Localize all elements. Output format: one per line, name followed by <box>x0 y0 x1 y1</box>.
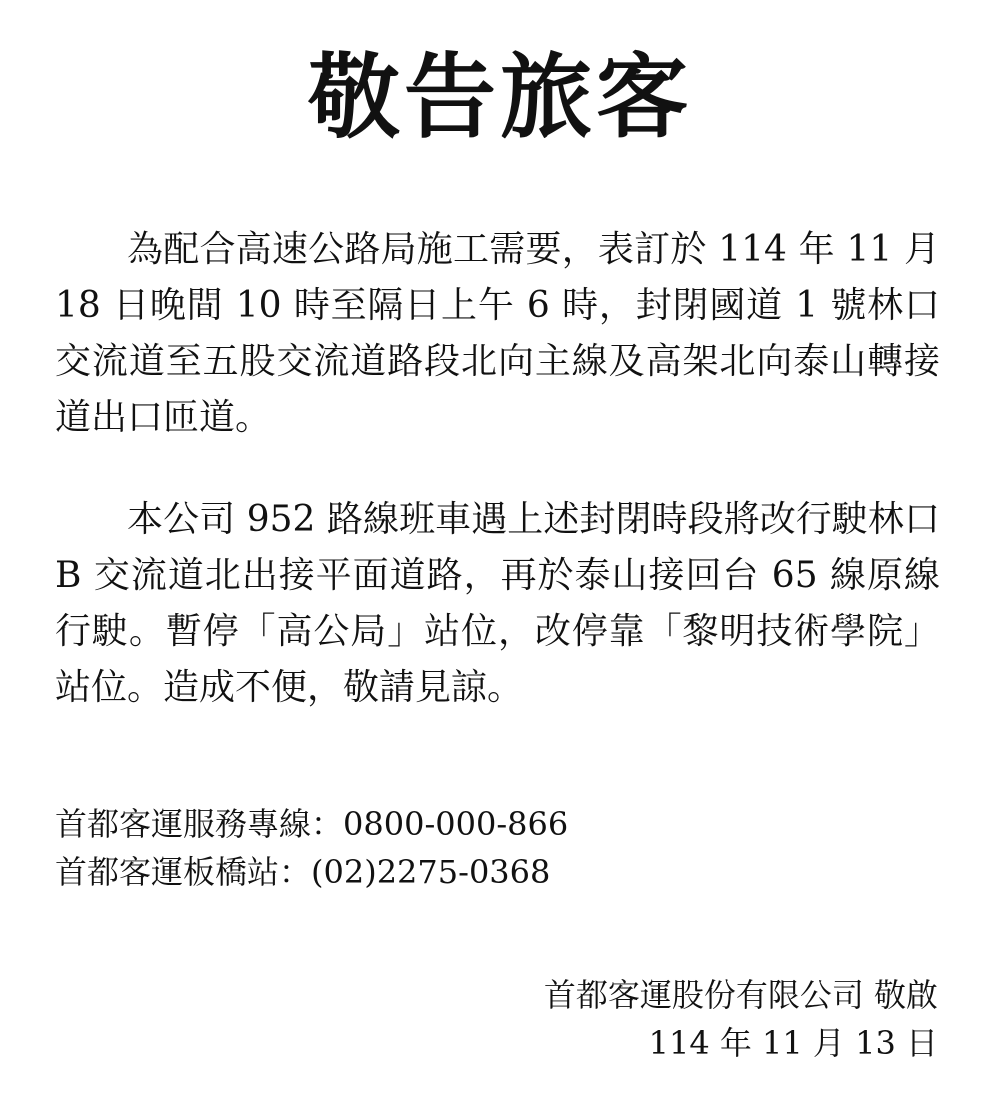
contact-hotline: 首都客運服務專線：0800-000-866 <box>55 805 569 843</box>
contact-banqiao-station: 首都客運板橋站：(02)2275-0368 <box>55 853 551 891</box>
signature: 首都客運股份有限公司 敬啟 <box>543 976 938 1014</box>
notice-title: 敬告旅客 <box>307 43 692 151</box>
notice-paragraph-detour: 本公司 952 路線班車遇上述封閉時段將改行駛林口 B 交流道北出接平面道路，再於泰山接回台 65 線原線行駛。暫停「高公局」站位，改停靠「黎明技術學院」站位。造成不便，敬請見諒。 <box>55 499 940 708</box>
notice-date: 114 年 11 月 13 日 <box>648 1024 938 1062</box>
notice-paragraph-closure: 為配合高速公路局施工需要，表訂於 114 年 11 月 18 日晚間 10 時至隔日上午 6 時，封閉國道 1 號林口交流道至五股交流道路段北向主線及高架北向泰山轉接道出口匝道。 <box>55 229 940 438</box>
